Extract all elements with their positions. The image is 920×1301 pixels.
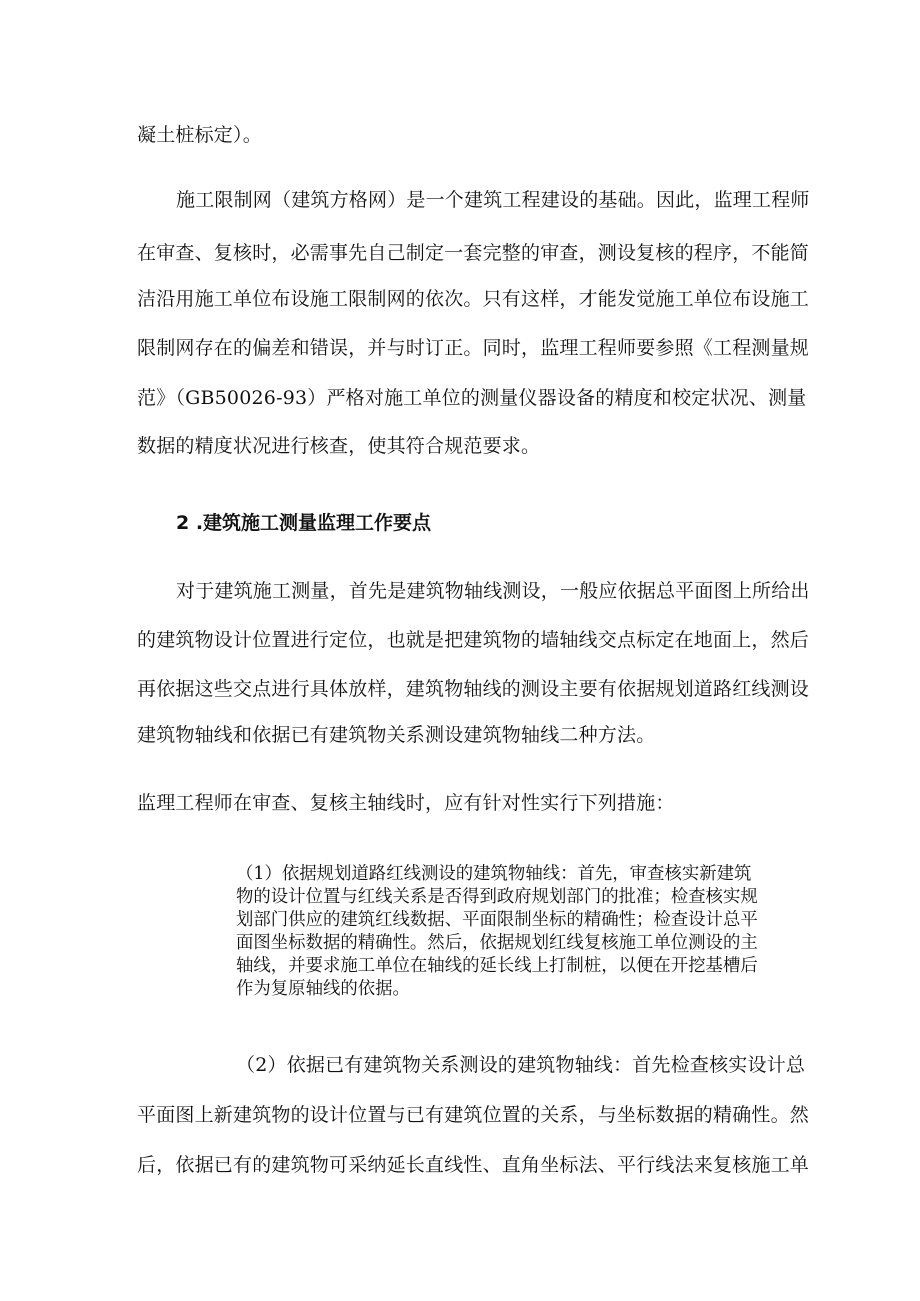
block-line: 作为复原轴线的依据。: [236, 979, 410, 999]
block-line: 划部门供应的建筑红线数据、平面限制坐标的精确性；检查设计总平: [236, 910, 758, 930]
block-line: 面图坐标数据的精确性。然后，依据规划红线复核施工单位测设的主: [236, 933, 758, 953]
paragraph-line: 范》（GB50026-93）严格对施工单位的测量仪器设备的精度和校定状况、测量: [137, 387, 807, 409]
paragraph-line: 对于建筑施工测量，首先是建筑物轴线测设，一般应依据总平面图上所给出: [176, 580, 810, 602]
paragraph-line: 平面图上新建筑物的设计位置与已有建筑位置的关系，与坐标数据的精确性。然: [137, 1104, 810, 1126]
paragraph-line: 限制网存在的偏差和错误，并与时订正。同时，监理工程师要参照《工程测量规: [137, 337, 810, 359]
paragraph-line: （2）依据已有建筑物关系测设的建筑物轴线：首先检查核实设计总: [236, 1054, 806, 1076]
paragraph-line: 建筑物轴线和依据已有建筑物关系测设建筑物轴线二种方法。: [137, 724, 656, 746]
block-line: 物的设计位置与红线关系是否得到政府规划部门的批准；检查核实规: [236, 887, 758, 907]
block-line: （1）依据规划道路红线测设的建筑物轴线：首先，审查核实新建筑: [236, 864, 752, 884]
section-heading: 2 .建筑施工测量监理工作要点: [176, 512, 432, 534]
paragraph-line: 再依据这些交点进行具体放样，建筑物轴线的测设主要有依据规划道路红线测设: [137, 678, 810, 700]
indented-block: [236, 863, 787, 1001]
paragraph-line: 监理工程师在审查、复核主轴线时，应有针对性实行下列措施：: [137, 792, 675, 814]
paragraph-line: 后，依据已有的建筑物可采纳延长直线性、直角坐标法、平行线法来复核施工单: [137, 1154, 810, 1176]
paragraph-fragment: 凝土桩标定）。: [137, 124, 262, 146]
paragraph-line: 的建筑物设计位置进行定位，也就是把建筑物的墙轴线交点标定在地面上，然后: [137, 629, 810, 651]
paragraph-line: 施工限制网（建筑方格网）是一个建筑工程建设的基础。因此，监理工程师: [176, 189, 810, 211]
block-line: 轴线，并要求施工单位在轴线的延长线上打制桩，以便在开挖基槽后: [236, 956, 758, 976]
paragraph-line: 在审查、复核时，必需事先自己制定一套完整的审查，测设复核的程序，不能简: [137, 242, 810, 264]
paragraph-line: 洁沿用施工单位布设施工限制网的依次。只有这样，才能发觉施工单位布设施工: [137, 288, 810, 310]
paragraph-line: 数据的精度状况进行核查，使其符合规范要求。: [137, 435, 541, 457]
